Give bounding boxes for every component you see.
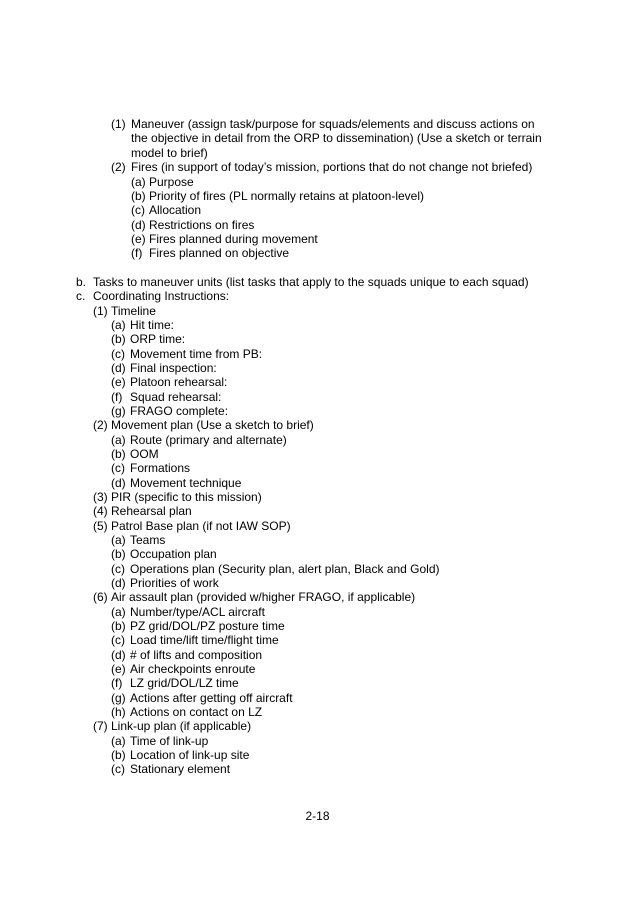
page-number: 2-18 <box>305 809 330 823</box>
section-c <box>76 289 229 303</box>
sub-item-text: Air checkpoints enroute <box>130 662 256 676</box>
sub-item-label: (a) <box>131 175 146 189</box>
sub-item <box>111 662 255 676</box>
sub-item <box>111 691 293 705</box>
sub-item <box>111 375 227 389</box>
section-label: b. <box>76 275 87 289</box>
sub-item <box>131 175 194 189</box>
sub-item-label: (a) <box>111 734 126 748</box>
sub-item-text: Priority of fires (PL normally retains at platoon-level) <box>149 189 424 203</box>
sub-item <box>111 734 208 748</box>
sub-item-label: (c) <box>111 347 125 361</box>
sub-item <box>131 189 424 203</box>
section-b <box>76 275 529 289</box>
sub-item-label: (b) <box>111 547 126 561</box>
list-item <box>111 117 535 131</box>
sub-item <box>111 562 440 576</box>
sub-item-label: (d) <box>111 576 126 590</box>
sub-item-text: Load time/lift time/flight time <box>130 633 279 647</box>
sub-item-label: (g) <box>111 691 126 705</box>
sub-item <box>111 404 228 418</box>
sub-item <box>111 619 285 633</box>
sub-item <box>111 748 249 762</box>
sub-item-label: (c) <box>111 762 125 776</box>
sub-item-text: Stationary element <box>130 762 231 776</box>
sub-item-text: Movement technique <box>130 476 242 490</box>
item-text: PIR (specific to this mission) <box>111 490 262 504</box>
sub-item <box>111 648 262 662</box>
sub-item-label: (h) <box>111 705 126 719</box>
sub-item <box>131 203 201 217</box>
item-text: Fires (in support of today’s mission, portions that do not change not briefed) <box>131 160 533 174</box>
item-label: (4) <box>93 504 108 518</box>
sub-item-text: Movement time from PB: <box>130 347 263 361</box>
sub-item-label: (d) <box>111 648 126 662</box>
item-text: Timeline <box>111 304 156 318</box>
item-label: (1) <box>111 117 126 131</box>
sub-item-label: (a) <box>111 605 126 619</box>
sub-item <box>111 533 165 547</box>
list-item-continuation <box>131 146 208 160</box>
sub-item <box>111 576 219 590</box>
sub-item-text: Route (primary and alternate) <box>130 433 287 447</box>
sub-item <box>111 361 217 375</box>
sub-item <box>111 605 265 619</box>
item-text: Patrol Base plan (if not IAW SOP) <box>111 519 291 533</box>
sub-item-text: Actions after getting off aircraft <box>130 691 293 705</box>
list-item-continuation <box>131 131 542 145</box>
sub-item-label: (f) <box>131 246 143 260</box>
list-item <box>93 304 156 318</box>
sub-item-label: (b) <box>111 447 126 461</box>
sub-item-text: ORP time: <box>130 332 186 346</box>
sub-item <box>131 218 254 232</box>
sub-item-label: (d) <box>131 218 146 232</box>
sub-item-label: (e) <box>111 662 126 676</box>
sub-item <box>111 547 217 561</box>
sub-item-label: (c) <box>131 203 145 217</box>
sub-item-text: OOM <box>130 447 159 461</box>
sub-item <box>111 332 185 346</box>
sub-item-text: Final inspection: <box>130 361 217 375</box>
sub-item-text: Purpose <box>149 175 194 189</box>
list-item <box>93 418 314 432</box>
sub-item-text: Time of link-up <box>130 734 209 748</box>
sub-item-label: (a) <box>111 533 126 547</box>
sub-item-label: (d) <box>111 361 126 375</box>
sub-item-text: Actions on contact on LZ <box>130 705 263 719</box>
sub-item-text: Hit time: <box>130 318 175 332</box>
sub-item-label: (c) <box>111 562 125 576</box>
sub-item-label: (b) <box>111 619 126 633</box>
sub-item <box>111 447 159 461</box>
item-text: Maneuver (assign task/purpose for squads/elements and discuss actions on <box>131 117 535 131</box>
sub-item-text: Allocation <box>149 203 202 217</box>
section-text: Tasks to maneuver units (list tasks that apply to the squads unique to each squad) <box>93 275 529 289</box>
item-label: (2) <box>111 160 126 174</box>
sub-item-text: Occupation plan <box>130 547 217 561</box>
sub-item <box>111 461 190 475</box>
item-text: Movement plan (Use a sketch to brief) <box>111 418 314 432</box>
sub-item-text: Teams <box>130 533 166 547</box>
list-item <box>93 719 251 733</box>
sub-item <box>111 762 230 776</box>
sub-item <box>111 676 239 690</box>
sub-item-label: (f) <box>111 676 123 690</box>
sub-item-label: (c) <box>111 461 125 475</box>
sub-item-text: PZ grid/DOL/PZ posture time <box>130 619 285 633</box>
item-text: the objective in detail from the ORP to dissemination) (Use a sketch or terrain <box>131 131 542 145</box>
list-item <box>93 590 415 604</box>
item-label: (7) <box>93 719 108 733</box>
list-item <box>93 504 192 518</box>
item-text: Link-up plan (if applicable) <box>111 719 252 733</box>
sub-item <box>111 390 221 404</box>
sub-item <box>131 246 289 260</box>
item-label: (6) <box>93 590 108 604</box>
sub-item-text: Priorities of work <box>130 576 219 590</box>
sub-item <box>111 318 174 332</box>
item-label: (3) <box>93 490 108 504</box>
sub-item-label: (e) <box>131 232 146 246</box>
sub-item-label: (a) <box>111 318 126 332</box>
sub-item-text: Fires planned during movement <box>149 232 318 246</box>
sub-item-text: Restrictions on fires <box>149 218 255 232</box>
sub-item-label: (c) <box>111 633 125 647</box>
sub-item-label: (a) <box>111 433 126 447</box>
list-item <box>93 490 262 504</box>
item-text: model to brief) <box>131 146 208 160</box>
sub-item-text: Operations plan (Security plan, alert plan, Black and Gold) <box>130 562 440 576</box>
sub-item-text: Fires planned on objective <box>149 246 290 260</box>
sub-item-label: (b) <box>131 189 146 203</box>
sub-item <box>111 433 287 447</box>
sub-item <box>111 705 262 719</box>
sub-item-text: Number/type/ACL aircraft <box>130 605 265 619</box>
sub-item-text: Squad rehearsal: <box>130 390 222 404</box>
sub-item-text: LZ grid/DOL/LZ time <box>130 676 239 690</box>
sub-item-label: (b) <box>111 748 126 762</box>
sub-item-text: # of lifts and composition <box>130 648 263 662</box>
sub-item-label: (f) <box>111 390 123 404</box>
sub-item <box>111 476 241 490</box>
sub-item-label: (g) <box>111 404 126 418</box>
sub-item-text: FRAGO complete: <box>130 404 229 418</box>
sub-item <box>111 633 279 647</box>
item-text: Air assault plan (provided w/higher FRAGO, if applicable) <box>111 590 416 604</box>
sub-item-text: Location of link-up site <box>130 748 250 762</box>
sub-item-text: Formations <box>130 461 191 475</box>
sub-item <box>131 232 318 246</box>
item-label: (2) <box>93 418 108 432</box>
list-item <box>93 519 291 533</box>
sub-item-label: (e) <box>111 375 126 389</box>
sub-item-text: Platoon rehearsal: <box>130 375 228 389</box>
sub-item <box>111 347 262 361</box>
item-label: (1) <box>93 304 108 318</box>
sub-item-label: (b) <box>111 332 126 346</box>
section-text: Coordinating Instructions: <box>93 289 230 303</box>
section-label: c. <box>76 289 86 303</box>
sub-item-label: (d) <box>111 476 126 490</box>
list-item <box>111 160 532 174</box>
item-label: (5) <box>93 519 108 533</box>
item-text: Rehearsal plan <box>111 504 192 518</box>
